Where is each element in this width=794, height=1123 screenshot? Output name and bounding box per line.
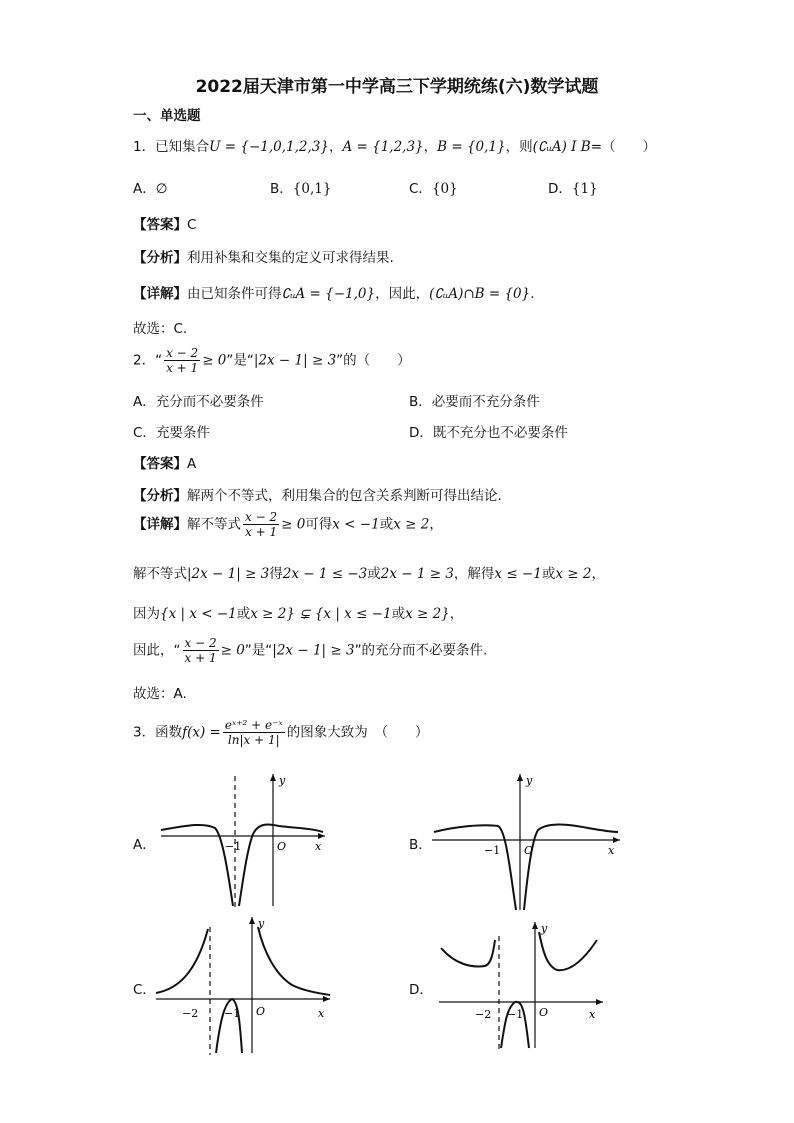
y-axis-arrow [517, 774, 523, 781]
svg-text:y: y [541, 922, 548, 935]
section-heading: 一、单选题 [133, 108, 201, 124]
q2-answer: 【答案】A [133, 456, 197, 472]
q3-option-d-label: D． [409, 982, 433, 998]
q3-graph-b [428, 770, 628, 915]
curve-far-left [441, 940, 495, 966]
curve-right [258, 927, 330, 995]
q3-graph-a [155, 770, 330, 910]
q1-detail: 【详解】由已知条件可得∁ᵤA = {−1,0}，因此，(∁ᵤA)∩B = {0}. [133, 286, 535, 302]
x-axis-arrow [323, 996, 330, 1002]
svg-text:O: O [256, 1005, 266, 1018]
q1-answer: 【答案】C [133, 217, 197, 233]
svg-text:x: x [318, 1007, 325, 1020]
curve-left [434, 825, 516, 910]
x-axis-arrow [613, 837, 620, 843]
q2-stem: 2．“ $\frac{x - 2}{x + 1}$ ≥ 0”是“|2x − 1| ≥ 3”的（ ） [133, 346, 411, 375]
svg-text:y: y [279, 774, 286, 787]
q2-analysis: 【分析】解两个不等式，利用集合的包含关系判断可得出结论. [133, 488, 502, 504]
y-axis-arrow [532, 922, 538, 929]
q3-graph-d [435, 918, 610, 1053]
curve-far-left [156, 929, 208, 993]
q1-choose: 故选：C. [133, 321, 188, 337]
curve-right [539, 932, 597, 970]
curve-right [524, 825, 618, 911]
svg-text:−2: −2 [182, 1007, 199, 1020]
svg-text:x: x [589, 1008, 596, 1021]
svg-text:−1: −1 [484, 844, 501, 857]
q1-option-c: C．{0} [409, 181, 458, 197]
q2-detail-line1: 【详解】解不等式 $\frac{x - 2}{x + 1}$ ≥ 0可得x < −1或x ≥ 2， [133, 510, 443, 539]
x-axis-arrow [318, 833, 325, 839]
q2-option-a: A．充分而不必要条件 [133, 394, 264, 410]
q2-option-b: B．必要而不充分条件 [409, 394, 540, 410]
page-title: 2022届天津市第一中学高三下学期统练(六)数学试题 [195, 77, 599, 97]
svg-text:−2: −2 [475, 1008, 492, 1021]
curve-left [161, 825, 233, 906]
q2-option-c: C．充要条件 [133, 425, 210, 441]
q1-option-d: D．{1} [548, 181, 598, 197]
svg-text:−1: −1 [224, 1007, 241, 1020]
svg-text:O: O [524, 844, 534, 857]
q1-option-b: B．{0,1} [270, 181, 332, 197]
q2-choose: 故选：A. [133, 686, 187, 702]
q1-stem: 1．已知集合U = {−1,0,1,2,3}，A = {1,2,3}，B = {0,1}，则(∁ᵤA) I B=（ ） [133, 139, 657, 155]
q2-detail-line4: 因此，“ $\frac{x - 2}{x + 1}$ ≥ 0”是“|2x − 1| ≥ 3”的充分而不必要条件. [133, 636, 488, 665]
q2-option-d: D．既不充分也不必要条件 [409, 425, 568, 441]
q2-detail-line3: 因为{x | x < −1或x ≥ 2} ⊊ {x | x ≤ −1或x ≥ 2}， [133, 606, 464, 622]
svg-text:−1: −1 [225, 840, 242, 853]
q2-detail-line2: 解不等式|2x − 1| ≥ 3得2x − 1 ≤ −3或2x − 1 ≥ 3，解得x ≤ −1或x ≥ 2， [133, 566, 605, 582]
q3-option-c-label: C． [133, 982, 156, 998]
curve-right [239, 824, 323, 906]
svg-text:y: y [258, 917, 265, 930]
q3-option-a-label: A． [133, 837, 156, 853]
svg-text:O: O [539, 1006, 549, 1019]
svg-text:x: x [315, 840, 322, 853]
q3-graph-c [152, 913, 337, 1058]
y-axis-arrow [270, 774, 276, 781]
svg-text:x: x [608, 844, 615, 857]
svg-text:O: O [277, 840, 287, 853]
x-axis-arrow [596, 999, 603, 1005]
q3-option-b-label: B． [409, 837, 432, 853]
svg-text:y: y [526, 774, 533, 787]
q3-stem: 3．函数f(x) = $\frac{\text{eˣ⁺² + e⁻ˣ}}{\ln|x + 1|}$ 的图象大致为 （ ） [133, 718, 429, 747]
y-axis-arrow [249, 917, 255, 924]
q1-analysis: 【分析】利用补集和交集的定义可求得结果. [133, 250, 394, 266]
q1-option-a: A．∅ [133, 181, 168, 197]
svg-text:−1: −1 [507, 1008, 524, 1021]
